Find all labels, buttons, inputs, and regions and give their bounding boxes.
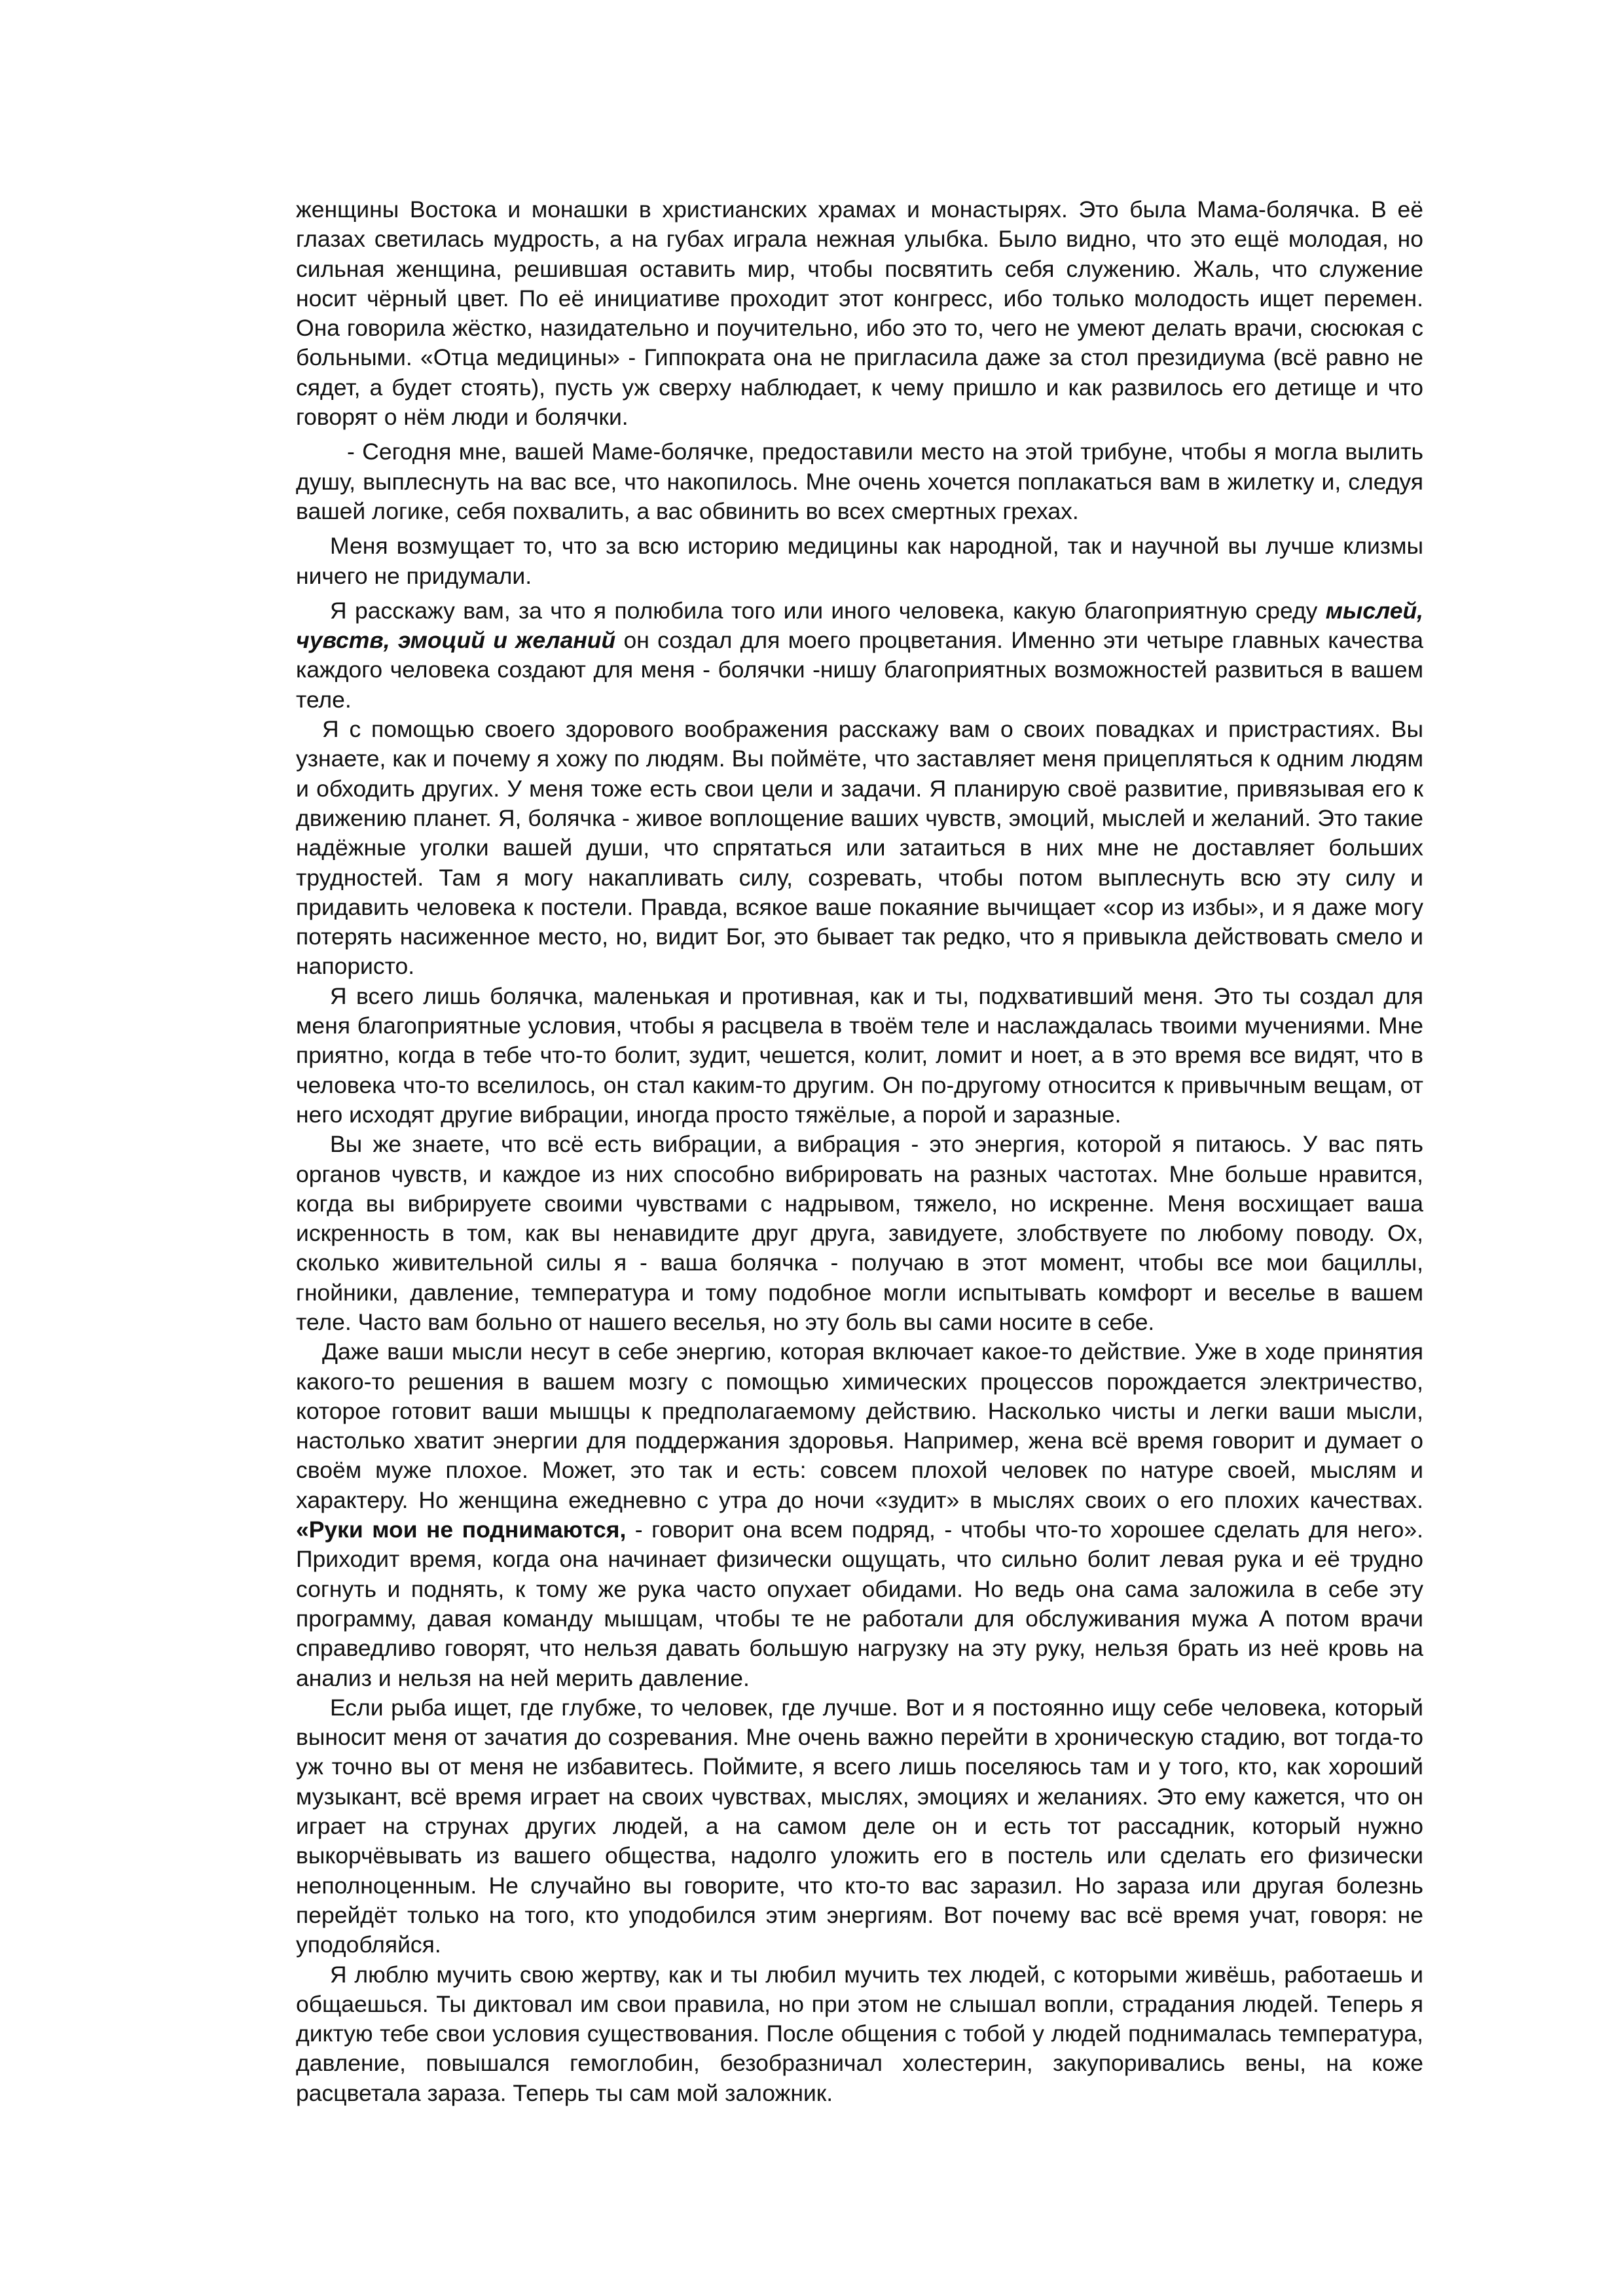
paragraph-text: Вы же знаете, что всё есть вибрации, а вибрация - это энергия, которой я питаюсь. У вас пять органов чувств, и каждое из них способно вибрировать на разных частотах. Мне больше нравится, когда вы вибрируете своими чувствами с надрывом, тяжело, но искренне. Меня восхищает ваша искренность в том, как вы ненавидите друг друга, завидуете, злобствуете по любому поводу. Ох, сколько живительной силы я - ваша болячка - получаю в этот момент, чтобы все мои бациллы, гнойники, давление, температура и тому подобное могли испытывать комфорт и веселье в вашем теле. Часто вам больно от нашего веселья, но эту боль вы сами носите в себе. [296,1131,1423,1335]
paragraph [296,982,1423,1130]
paragraph [296,195,1423,432]
paragraph-text: он создал для моего процветания. Именно эти четыре главных качества каждого человека создают для меня - болячки -нишу благоприятных возможностей развиться в вашем теле. [296,627,1423,713]
paragraph-text: женщины Востока и монашки в христианских храмах и монастырях. Это была Мама-болячка. В её глазах светилась мудрость, а на губах играла нежная улыбка. Было видно, что это ещё молодая, но сильная женщина, решившая оставить мир, чтобы посвятить себя служению. Жаль, что служение носит чёрный цвет. По её инициативе проходит этот конгресс, ибо только молодость ищет перемен. Она говорила жёстко, назидательно и поучительно, ибо это то, чего не умеют делать врачи, сюсюкая с больными. «Отца медицины» - Гиппократа она не пригласила даже за стол президиума (всё равно не сядет, а будет стоять), пусть уж сверху наблюдает, к чему пришло и как развилось его детище и что говорят о нём люди и болячки. [296,196,1423,431]
paragraph [296,1693,1423,1960]
paragraph-text: - Сегодня мне, вашей Маме-болячке, предоставили место на этой трибуне, чтобы я могла вылить душу, выплеснуть на вас все, что накопилось. Мне очень хочется поплакаться вам в жилетку и, следуя вашей логике, себя похвалить, а вас обвинить во всех смертных грехах. [296,439,1423,524]
paragraph-text: Я с помощью своего здорового воображения расскажу вам о своих повадках и пристрастиях. Вы узнаете, как и почему я хожу по людям. Вы поймёте, что заставляет меня прицепляться к одним людям и обходить других. У меня тоже есть свои цели и задачи. Я планирую своё развитие, привязывая его к движению планет. Я, болячка - живое воплощение ваших чувств, эмоций, мыслей и желаний. Это такие надёжные уголки вашей души, что спрятаться или затаиться в них мне не доставляет больших трудностей. Там я могу накапливать силу, созревать, чтобы потом выплеснуть всю эту силу и придавить человека к постели. Правда, всякое ваше покаяние вычищает «сор из избы», и я даже могу потерять насиженное место, но, видит Бог, это бывает так редко, что я привыкла действовать смело и напористо. [296,716,1423,980]
paragraph-text: Я люблю мучить свою жертву, как и ты любил мучить тех людей, с которыми живёшь, работаешь и общаешься. Ты диктовал им свои правила, но при этом не слышал вопли, страдания людей. Теперь я диктую тебе свои условия существования. После общения с тобой у людей поднималась температура, давление, повышался гемоглобин, безобразничал холестерин, закупоривались вены, на коже расцветала зараза. Теперь ты сам мой заложник. [296,1961,1423,2106]
paragraph-text: Даже ваши мысли несут в себе энергию, которая включает какое-то действие. Уже в ходе принятия какого-то решения в вашем мозгу с помощью химических процессов порождается электричество, которое готовит ваши мышцы к предполагаемому действию. Насколько чисты и легки ваши мысли, настолько хватит энергии для поддержания здоровья. Например, жена всё время говорит и думает о своём муже плохое. Может, это так и есть: совсем плохой человек по натуре своей, мыслям и характеру. Но женщина ежедневно с утра до ночи «зудит» в мыслях своих о его плохих качествах. [296,1338,1423,1513]
paragraph [296,437,1423,526]
paragraph-text: - говорит она всем подряд, - чтобы что-то хорошее сделать для него». Приходит время, когда она начинает физически ощущать, что сильно болит левая рука и её трудно согнуть и поднять, к тому же рука часто опухает обидами. Но ведь она сама заложила в себе эту программу, давая команду мышцам, чтобы те не работали для обслуживания мужа А потом врачи справедливо говорят, что нельзя давать большую нагрузку на эту руку, нельзя брать из неё кровь на анализ и нельзя на ней мерить давление. [296,1516,1423,1691]
paragraph [296,1130,1423,1337]
paragraph-text: Я всего лишь болячка, маленькая и противная, как и ты, подхвативший меня. Это ты создал для меня благоприятные условия, чтобы я расцвела в твоём теле и наслаждалась твоими мучениями. Мне приятно, когда в тебе что-то болит, зудит, чешется, колит, ломит и ноет, а в это время все видят, что в человека что-то вселилось, он стал каким-то другим. Он по-другому относится к привычным вещам, от него исходят другие вибрации, иногда просто тяжёлые, а порой и заразные. [296,982,1423,1128]
document-page [296,195,1423,2108]
paragraph [296,531,1423,591]
bold-quote-text: «Руки мои не поднимаются, [296,1516,627,1543]
paragraph [296,1337,1423,1693]
emphasis-text: мыслей, чувств, эмоций и желаний [296,597,1423,654]
paragraph [296,596,1423,715]
paragraph-text: Меня возмущает то, что за всю историю медицины как народной, так и научной вы лучше клизмы ничего не придумали. [296,533,1423,589]
paragraph-text: Я расскажу вам, за что я полюбила того или иного человека, какую благоприятную среду [330,597,1326,624]
paragraph [296,1960,1423,2108]
paragraph [296,715,1423,982]
paragraph-text: Если рыба ищет, где глубже, то человек, где лучше. Вот и я постоянно ищу себе человека, который выносит меня от зачатия до созревания. Мне очень важно перейти в хроническую стадию, вот тогда-то уж точно вы от меня не избавитесь. Поймите, я всего лишь поселяюсь там и у того, кто, как хороший музыкант, всё время играет на своих чувствах, мыслях, эмоциях и желаниях. Это ему кажется, что он играет на струнах других людей, а на самом деле он и есть тот рассадник, который нужно выкорчёвывать из вашего общества, надолго уложить его в постель или сделать его физически неполноценным. Не случайно вы говорите, что кто-то вас заразил. Но зараза или другая болезнь перейдёт только на того, кто уподобился этим энергиям. Вот почему вас всё время учат, говоря: не уподобляйся. [296,1694,1423,1958]
